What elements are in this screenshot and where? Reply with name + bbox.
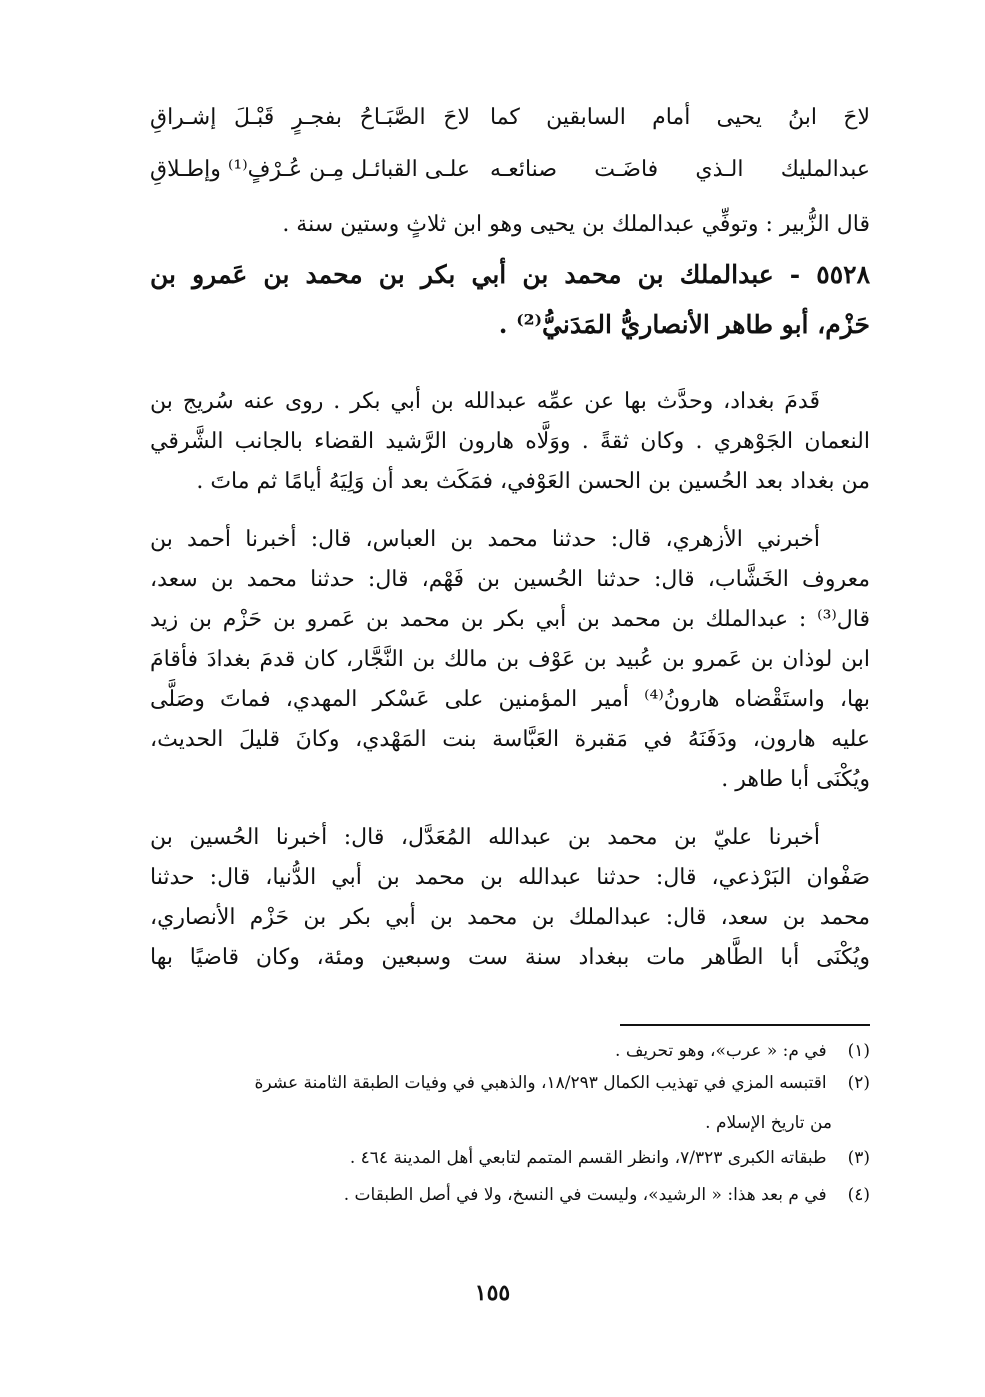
poem-verse-1-first-hemistich: لاحَ ابنُ يحيى أمام السابقين كما xyxy=(490,105,870,130)
text-line: من بغداد بعد الحُسين بن الحسن العَوْفي، فمَكَث بعد أن وَلِيَهُ أيامًا ثم ماتَ . xyxy=(196,469,870,494)
text-line: أخبرني الأزهري، قال: حدثنا محمد بن العباس، قال: أخبرنا أحمد بن xyxy=(150,527,820,552)
poem-verse-2-second-hemistich: علـى القبائـل مِـن عُـرْفٍ⁽¹⁾ وإطـلاقِ xyxy=(150,157,470,182)
footnote-text: في م بعد هذا: « الرشيد»، وليست في النسخ، ولا في أصل الطبقات . xyxy=(343,1185,827,1205)
poem-verse-1-second-hemistich: لاحَ الصَّبَـاحُ بفجـرٍ قَبْـلَ إشـراقِ xyxy=(150,105,470,130)
footnote-2-continuation: من تاريخ الإسلام . xyxy=(705,1113,832,1133)
text-line: النعمان الجَوْهري . وكان ثقةً . ووَلَّاه هارون الرَّشيد القضاء بالجانب الشَّرقي xyxy=(150,429,870,454)
footnote-2 xyxy=(150,1068,870,1098)
poem-verse-2-first-hemistich: عبدالمليك الـذي فاضَـت صنائعـه xyxy=(490,157,870,182)
footnote-number: (٤) xyxy=(847,1185,870,1205)
footnote-3 xyxy=(150,1143,870,1173)
footnote-number: (١) xyxy=(847,1041,870,1061)
footnote-text: في م: « عرب»، وهو تحريف . xyxy=(615,1041,827,1061)
text-line: معروف الخَشَّاب، قال: حدثنا الحُسين بن فَهْم، قال: حدثنا محمد بن سعد، xyxy=(150,567,870,592)
text-line: قال⁽³⁾ : عبدالملك بن محمد بن أبي بكر بن محمد بن عَمرو بن حَزْم بن زيد xyxy=(150,607,870,632)
text-line: عليه هارون، ودَفَنَهُ في مَقبرة العَبَّاسة بنت المَهْدي، وكانَ قليلَ الحديث، xyxy=(150,727,870,752)
text-line: قَدمَ بغداد، وحدَّث بها عن عمِّه عبدالله بن أبي بكر . روى عنه سُريج بن xyxy=(150,389,820,414)
text-line: قال الزُّبير : وتوفِّي عبدالملك بن يحيى وهو ابن ثلاثٍ وستين سنة . xyxy=(282,212,870,237)
footnote-text: اقتبسه المزي في تهذيب الكمال ١٨/٢٩٣، والذهبي في وفيات الطبقة الثامنة عشرة xyxy=(254,1073,827,1093)
page-number: ١٥٥ xyxy=(474,1280,511,1306)
text-line: محمد بن سعد، قال: عبدالملك بن محمد بن أبي بكر بن حَزْم الأنصاري، xyxy=(150,905,870,930)
text-line: ابن لوذان بن عَمرو بن عُبيد بن عَوْف بن مالك بن النَّجَّار، كان قدمَ بغدادَ فأقامَ xyxy=(150,647,870,672)
text-line: صَفْوان البَرْذعي، قال: حدثنا عبدالله بن محمد بن أبي الدُّنيا، قال: حدثنا xyxy=(150,865,870,890)
text-line: ويُكْنَى أبا طاهر . xyxy=(721,767,870,792)
footnote-4 xyxy=(150,1180,870,1210)
footnote-number: (٣) xyxy=(847,1148,870,1168)
text-line: ويُكْنَى أبا الطَّاهر مات ببغداد سنة ست وسبعين ومئة، وكان قاضيًا بها xyxy=(150,945,870,970)
footnote-number: (٢) xyxy=(847,1073,870,1093)
text-line: أخبرنا عليّ بن محمد بن عبدالله المُعَدَّل، قال: أخبرنا الحُسين بن xyxy=(150,825,820,850)
entry-heading-line1: ٥٥٢٨ - عبدالملك بن محمد بن أبي بكر بن محمد بن عَمرو بن xyxy=(150,260,870,289)
footnote-text: طبقاته الكبرى ٧/٣٢٣، وانظر القسم المتمم لتابعي أهل المدينة ٤٦٤ . xyxy=(349,1148,827,1168)
footnote-separator xyxy=(620,1024,870,1026)
footnote-1 xyxy=(150,1036,870,1066)
entry-heading-line2: حَزْم، أبو طاهر الأنصاريُّ المَدَنيُّ⁽²⁾ . xyxy=(498,310,870,339)
text-line: بها، واستَقْضاه هارونُ⁽⁴⁾ أمير المؤمنين على عَسْكر المهدي، فماتَ وصَلَّى xyxy=(150,687,870,712)
